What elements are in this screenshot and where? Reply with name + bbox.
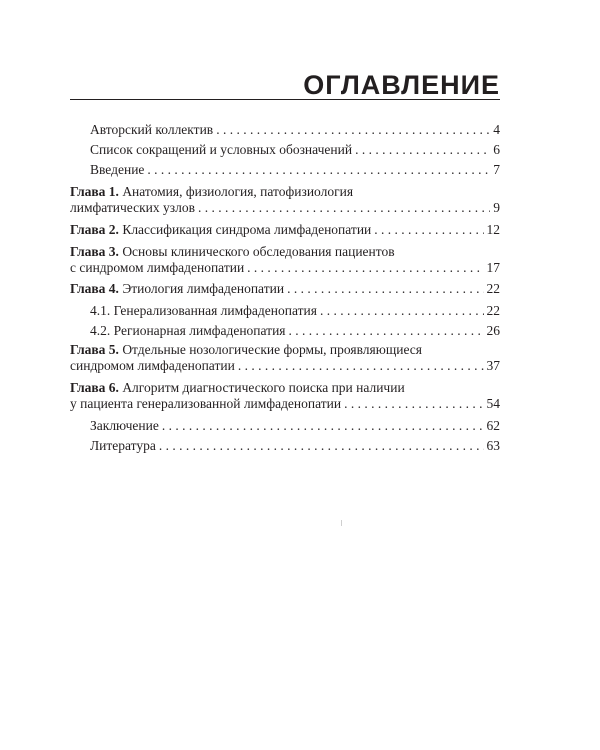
toc-entry-label: 4.1. Генерализованная лимфаденопатия <box>90 303 317 318</box>
dot-leader <box>198 200 490 216</box>
toc-page-number: 7 <box>493 162 500 177</box>
dot-leader <box>162 418 484 434</box>
table-of-contents <box>70 122 500 453</box>
toc-entry-label: Алгоритм диагностического поиска при наличии <box>122 380 405 395</box>
toc-page-number: 37 <box>486 358 500 373</box>
dot-leader <box>147 162 490 178</box>
toc-entry-label: Отдельные нозологические формы, проявляющиеся <box>122 342 422 357</box>
toc-entry-literature[interactable] <box>70 438 500 454</box>
toc-page-number: 6 <box>493 142 500 157</box>
toc-entry-abbreviations[interactable] <box>70 142 500 158</box>
chapter-number: Глава 3. <box>70 244 119 259</box>
toc-entry-label: Введение <box>90 162 145 177</box>
toc-entry-label: Классификация синдрома лимфаденопатии <box>122 222 372 237</box>
toc-page-number: 17 <box>486 260 500 275</box>
toc-entry-label: Литература <box>90 438 156 453</box>
chapter-number: Глава 5. <box>70 342 119 357</box>
dot-leader <box>159 438 484 454</box>
chapter-number: Глава 2. <box>70 222 119 237</box>
toc-page-number: 4 <box>493 122 500 137</box>
dot-leader <box>344 396 483 412</box>
toc-page-number: 22 <box>486 303 500 318</box>
toc-page-number: 26 <box>486 323 500 338</box>
dot-leader <box>247 260 483 276</box>
toc-page-number: 54 <box>486 396 500 411</box>
toc-entry-chapter-1[interactable] <box>70 184 500 216</box>
toc-page-number: 9 <box>493 200 500 215</box>
toc-entry-label-continued: синдромом лимфаденопатии <box>70 358 235 373</box>
toc-entry-label: 4.2. Регионарная лимфаденопатия <box>90 323 286 338</box>
toc-page-number: 12 <box>486 222 500 237</box>
toc-entry-introduction[interactable] <box>70 162 500 178</box>
toc-entry-label-continued: с синдромом лимфаденопатии <box>70 260 245 275</box>
dot-leader <box>289 323 484 339</box>
toc-page-number: 22 <box>486 281 500 296</box>
scan-speck <box>341 520 342 526</box>
page-title: ОГЛАВЛЕНИЕ <box>303 70 500 100</box>
toc-entry-section-4-1[interactable] <box>70 303 500 319</box>
toc-entry-chapter-5[interactable] <box>70 342 500 374</box>
toc-entry-authors[interactable] <box>70 122 500 138</box>
chapter-number: Глава 6. <box>70 380 119 395</box>
dot-leader <box>238 358 484 374</box>
toc-entry-label: Авторский коллектив <box>90 122 214 137</box>
toc-entry-label: Анатомия, физиология, патофизиология <box>122 184 354 199</box>
dot-leader <box>216 122 490 138</box>
toc-entry-label: Этиология лимфаденопатии <box>122 281 285 296</box>
toc-entry-conclusion[interactable] <box>70 418 500 434</box>
toc-page-number: 63 <box>486 438 500 453</box>
chapter-number: Глава 1. <box>70 184 119 199</box>
toc-entry-chapter-3[interactable] <box>70 244 500 276</box>
toc-entry-label: Список сокращений и условных обозначений <box>90 142 353 157</box>
toc-entry-section-4-2[interactable] <box>70 323 500 339</box>
dot-leader <box>374 222 483 238</box>
toc-entry-chapter-2[interactable] <box>70 222 500 238</box>
dot-leader <box>287 281 483 297</box>
dot-leader <box>320 303 484 319</box>
toc-entry-label-continued: лимфатических узлов <box>70 200 195 215</box>
toc-entry-chapter-4[interactable] <box>70 281 500 297</box>
toc-page-number: 62 <box>486 418 500 433</box>
toc-entry-label: Основы клинического обследования пациентов <box>122 244 395 259</box>
toc-entry-chapter-6[interactable] <box>70 380 500 412</box>
dot-leader <box>355 142 490 158</box>
chapter-number: Глава 4. <box>70 281 119 296</box>
toc-entry-label-continued: у пациента генерализованной лимфаденопатии <box>70 396 342 411</box>
title-rule <box>70 99 500 100</box>
toc-entry-label: Заключение <box>90 418 159 433</box>
